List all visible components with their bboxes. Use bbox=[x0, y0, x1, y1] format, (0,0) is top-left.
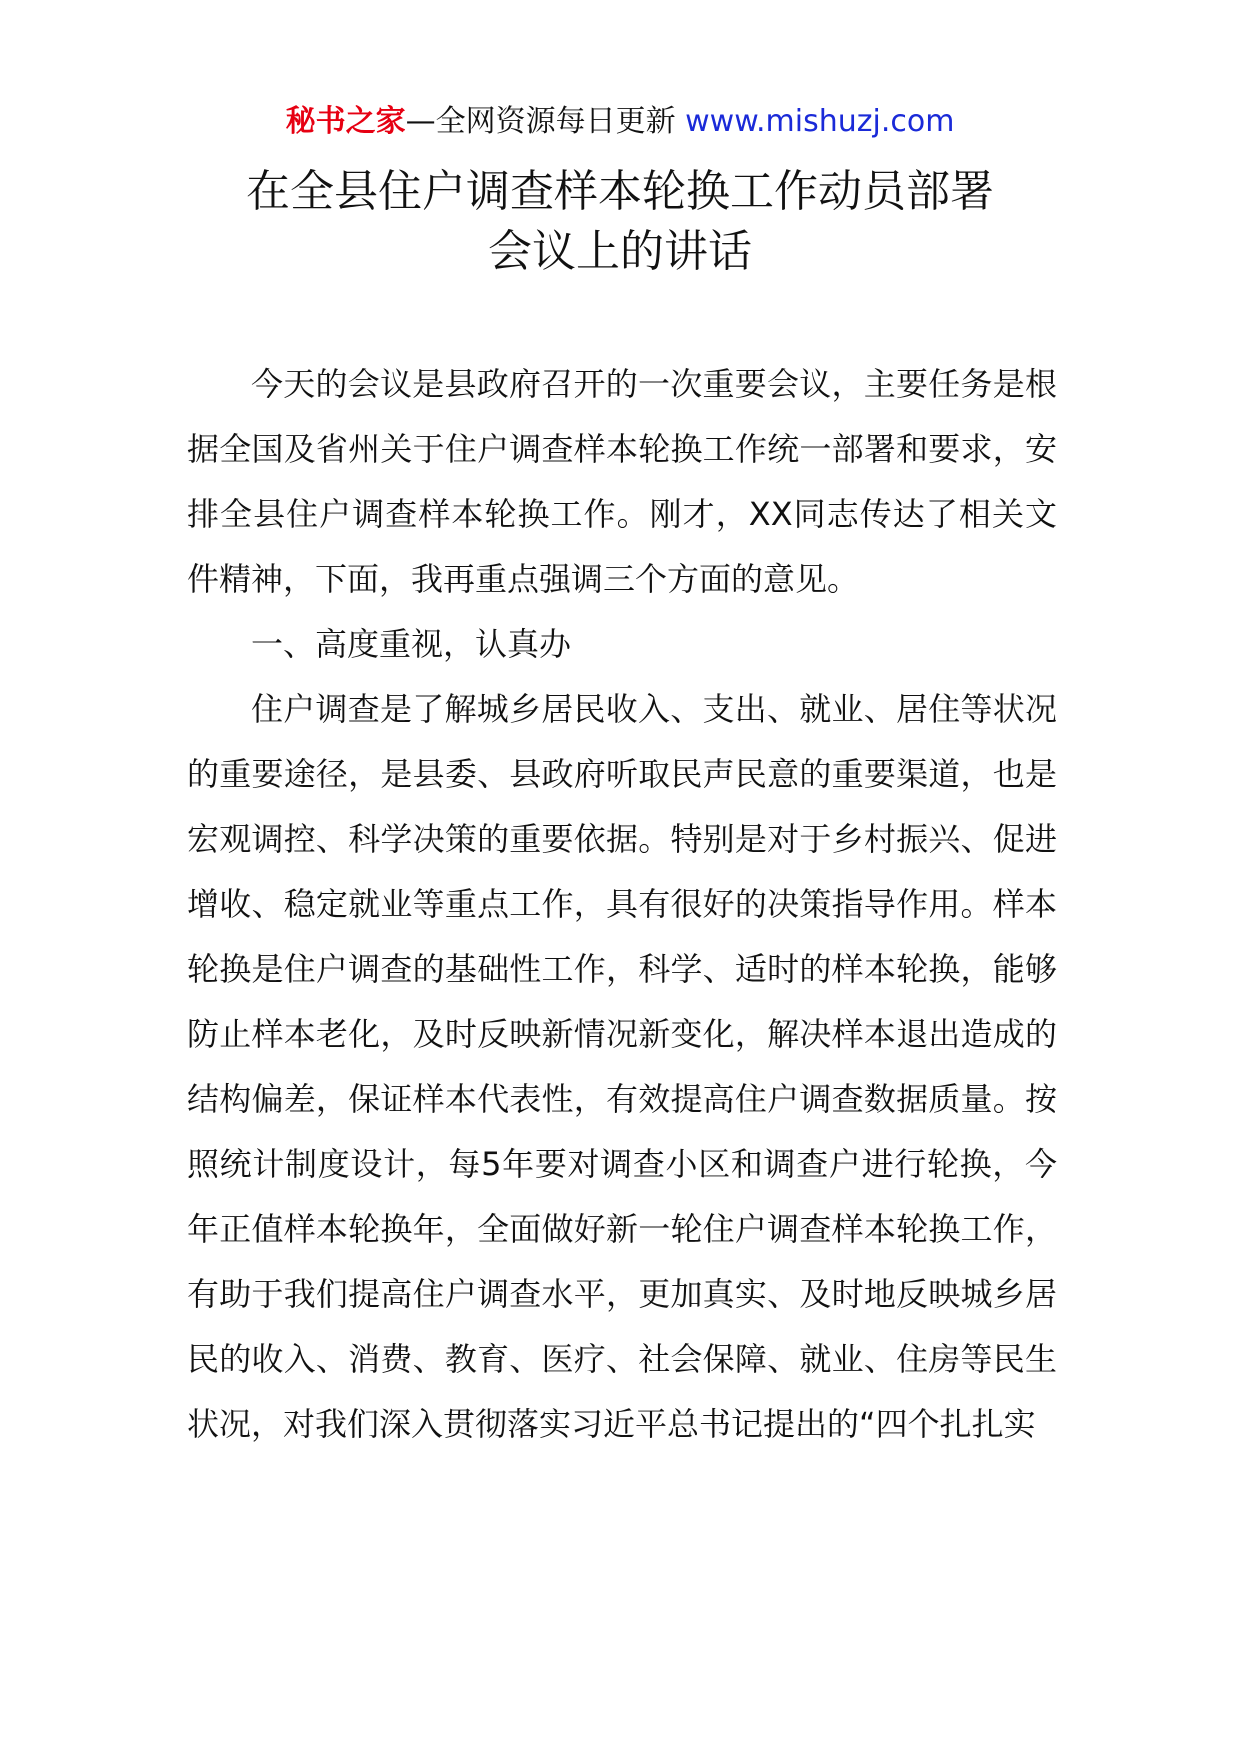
title-line-1: 在全县住户调查样本轮换工作动员部署 bbox=[246, 166, 994, 217]
site-url-link[interactable]: www.mishuzj.com bbox=[685, 104, 955, 139]
brand-name: 秘书之家 bbox=[285, 104, 406, 139]
site-header bbox=[0, 102, 1240, 142]
title-line-2: 会议上的讲话 bbox=[488, 226, 752, 277]
document-title bbox=[0, 162, 1240, 282]
header-tagline: —全网资源每日更新 bbox=[405, 104, 686, 139]
paragraph-section-1: 住户调查是了解城乡居民收入、支出、就业、居住等状况的重要途径，是县委、县政府听取民声民意的重要渠道，也是宏观调控、科学决策的重要依据。特别是对于乡村振兴、促进增收、稳定就业等重点工作，具有很好的决策指导作用。样本轮换是住户调查的基础性工作，科学、适时的样本轮换，能够防止样本老化，及时反映新情况新变化，解决样本退出造成的结构偏差，保证样本代表性，有效提高住户调查数据质量。按照统计制度设计，每5年要对调查小区和调查户进行轮换，今年正值样本轮换年，全面做好新一轮住户调查样本轮换工作，有助于我们提高住户调查水平，更加真实、及时地反映城乡居民的收入、消费、教育、医疗、社会保障、就业、住房等民生状况，对我们深入贯彻落实习近平总书记提出的“四个扎扎实 bbox=[187, 690, 1057, 1443]
paragraph-intro: 今天的会议是县政府召开的一次重要会议，主要任务是根据全国及省州关于住户调查样本轮换工作统一部署和要求，安排全县住户调查样本轮换工作。刚才，XX同志传达了相关文件精神，下面，我再重点强调三个方面的意见。 bbox=[187, 365, 1057, 598]
section-heading-1: 一、高度重视，认真办 bbox=[251, 625, 572, 663]
document-body bbox=[187, 352, 1057, 1457]
